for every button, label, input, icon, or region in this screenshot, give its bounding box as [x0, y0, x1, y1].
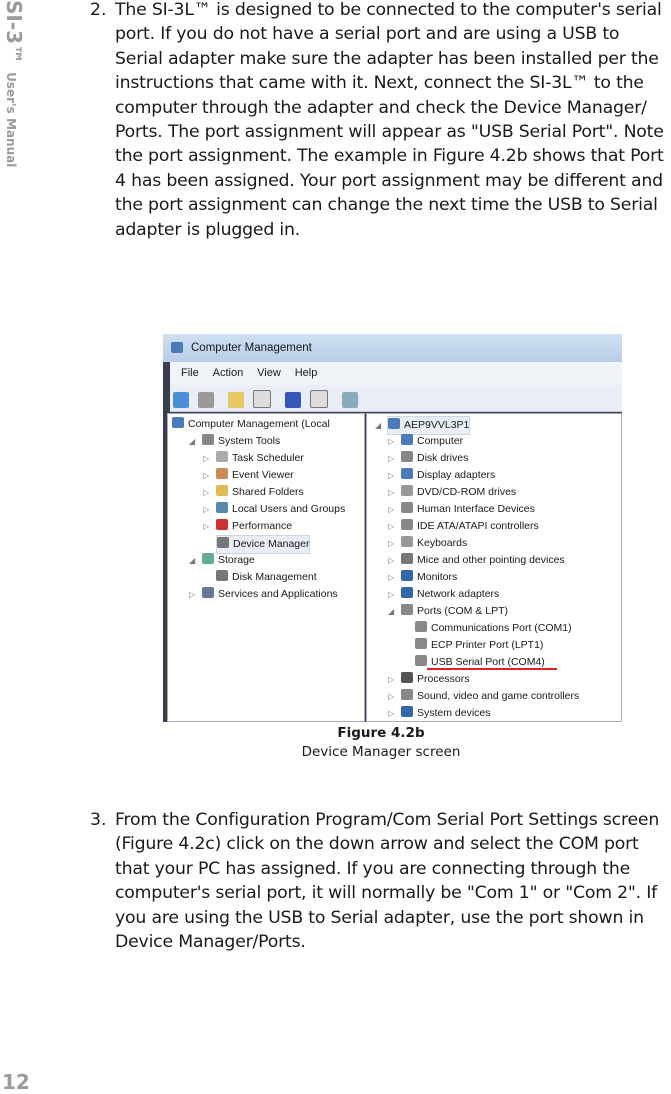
tree-item-label: Device Manager	[233, 538, 310, 550]
tree-item-label: Display adapters	[417, 469, 496, 481]
expand-arrow-icon[interactable]: ▷	[388, 522, 395, 531]
action-pane-icon[interactable]	[310, 390, 328, 408]
device-icon	[415, 638, 427, 649]
show-hide-tree-icon[interactable]	[253, 390, 271, 408]
device-icon	[401, 570, 413, 581]
collapse-arrow-icon[interactable]: ◢	[375, 421, 382, 430]
device-icon	[401, 502, 413, 513]
tree-item-label: Shared Folders	[232, 486, 304, 498]
window-title-bar	[163, 334, 622, 362]
device-icon	[216, 570, 228, 581]
tree-item-label: Keyboards	[417, 537, 468, 549]
device-icon	[388, 418, 400, 429]
tree-item-label: Network adapters	[417, 588, 500, 600]
device-icon	[401, 553, 413, 564]
step-3: 3. From the Configuration Program/Com Serial Port Settings screen (Figure 4.2c) click on the down arrow and select the COM port that your PC has assigned. If you are connecting through the computer's serial port, it will normally be "Com 1" or "Com 2". If you are using the USB to Serial adapter, use the port shown in Device Manager/Ports.	[90, 808, 670, 954]
tree-item[interactable]	[388, 688, 580, 705]
device-icon	[401, 706, 413, 717]
tree-item[interactable]	[388, 586, 500, 603]
tree-item-label: System devices	[417, 707, 491, 719]
tree-item[interactable]	[203, 501, 346, 518]
tree-item-label: AEP9VVL3P1	[404, 419, 470, 431]
expand-arrow-icon[interactable]: ▷	[189, 590, 196, 599]
back-icon[interactable]	[173, 392, 189, 408]
device-icon	[401, 519, 413, 530]
device-icon	[217, 537, 229, 548]
tree-item[interactable]	[388, 569, 458, 586]
help-icon[interactable]	[285, 392, 301, 408]
tree-item[interactable]	[203, 467, 294, 484]
device-tree	[366, 413, 622, 722]
device-icon	[401, 689, 413, 700]
computer-management-icon	[171, 342, 183, 353]
device-icon	[172, 417, 184, 428]
running-header	[2, 0, 26, 170]
step-2: 2. The SI-3L™ is designed to be connected to the computer's serial port. If you do not have a serial port and are using a USB to Serial adapter make sure the adapter has been installed per the instructions that came with it. Next, connect the SI-3L™ to the computer through the adapter and check the Device Manager/ Ports. The port assignment will appear as "USB Serial Port". Note the port assignment. The example in Figure 4.2b shows that Port 4 has been assigned. Your port assignment may be different and the port assignment can change the next time the USB to Serial adapter is plugged in.	[90, 0, 670, 242]
expand-arrow-icon[interactable]: ▷	[388, 488, 395, 497]
collapse-arrow-icon[interactable]: ◢	[189, 437, 196, 446]
expand-arrow-icon[interactable]: ▷	[388, 471, 395, 480]
expand-arrow-icon[interactable]: ▷	[388, 505, 395, 514]
tree-item-label: Mice and other pointing devices	[417, 554, 565, 566]
tree-item-label: Storage	[218, 554, 255, 566]
tree-item[interactable]	[388, 467, 496, 484]
tree-item-label: Event Viewer	[232, 469, 294, 481]
tree-item[interactable]	[388, 501, 535, 518]
tree-item-label: DVD/CD-ROM drives	[417, 486, 517, 498]
product-name: SI-3™	[2, 0, 26, 65]
forward-icon[interactable]	[198, 392, 214, 408]
expand-arrow-icon[interactable]: ▷	[388, 556, 395, 565]
tree-item-label: USB Serial Port (COM4)	[431, 656, 545, 668]
tree-item[interactable]	[203, 484, 304, 501]
device-icon	[401, 485, 413, 496]
tree-item-label: Local Users and Groups	[232, 503, 346, 515]
expand-arrow-icon[interactable]: ▷	[203, 471, 210, 480]
device-icon	[415, 655, 427, 666]
up-folder-icon[interactable]	[228, 392, 244, 408]
expand-arrow-icon[interactable]: ▷	[388, 454, 395, 463]
tree-item-label: Communications Port (COM1)	[431, 622, 572, 634]
tree-item[interactable]	[189, 586, 338, 603]
manual-title: User's Manual	[4, 72, 18, 168]
tree-item-label: Processors	[417, 673, 470, 685]
tree-item[interactable]	[189, 552, 255, 569]
tree-item[interactable]	[415, 637, 543, 654]
collapse-arrow-icon[interactable]: ◢	[189, 556, 196, 565]
tree-item[interactable]	[172, 416, 330, 433]
tree-item[interactable]	[388, 552, 565, 569]
expand-arrow-icon[interactable]: ▷	[388, 675, 395, 684]
device-icon	[216, 468, 228, 479]
expand-arrow-icon[interactable]: ▷	[388, 437, 395, 446]
highlight-underline	[427, 668, 557, 670]
tree-item-label: Task Scheduler	[232, 452, 304, 464]
menu-action[interactable]: Action	[212, 367, 244, 379]
step-2-text: The SI-3L™ is designed to be connected to the computer's serial port. If you do not have a serial port and are using a USB to Serial adapter make sure the adapter has been installed per the instructions that came with it. Next, connect the SI-3L™ to the computer through the adapter and check the Device Manager/ Ports. The port assignment will appear as "USB Serial Port". Note the port assignment. The example in Figure 4.2b shows that Port 4 has been assigned. Your port assignment may be different and the port assignment can change the next time the USB to Serial adapter is plugged in.	[115, 0, 664, 240]
expand-arrow-icon[interactable]: ▷	[388, 590, 395, 599]
tree-item-label: Performance	[232, 520, 293, 532]
expand-arrow-icon[interactable]: ▷	[388, 573, 395, 582]
device-icon	[216, 485, 228, 496]
tree-item[interactable]	[388, 450, 469, 467]
tree-item-label: Services and Applications	[218, 588, 338, 600]
device-icon	[415, 621, 427, 632]
tree-item[interactable]	[189, 433, 281, 450]
device-icon	[216, 451, 228, 462]
device-manager-screenshot	[163, 334, 622, 722]
tree-item-label: System Tools	[218, 435, 281, 447]
tree-item-label: Human Interface Devices	[417, 503, 535, 515]
tree-item-label: IDE ATA/ATAPI controllers	[417, 520, 539, 532]
expand-arrow-icon[interactable]: ▷	[388, 709, 395, 718]
device-icon	[401, 451, 413, 462]
expand-arrow-icon[interactable]: ▷	[388, 539, 395, 548]
device-icon	[401, 672, 413, 683]
tree-item-label: ECP Printer Port (LPT1)	[431, 639, 544, 651]
figure-caption: Device Manager screen	[301, 744, 461, 760]
tree-item[interactable]	[388, 705, 491, 722]
expand-arrow-icon[interactable]: ▷	[203, 522, 210, 531]
device-icon	[401, 434, 413, 445]
tree-item-label: Disk drives	[417, 452, 469, 464]
tree-item-label: Computer	[417, 435, 464, 447]
menu-help[interactable]: Help	[294, 367, 318, 379]
device-icon	[401, 468, 413, 479]
tree-item[interactable]	[415, 620, 572, 637]
tree-item-label: Disk Management	[232, 571, 317, 583]
expand-arrow-icon[interactable]: ▷	[203, 488, 210, 497]
tree-item[interactable]	[388, 535, 468, 552]
tree-item[interactable]	[203, 450, 304, 467]
expand-arrow-icon[interactable]: ▷	[203, 505, 210, 514]
console-tree	[167, 413, 365, 722]
device-icon	[216, 502, 228, 513]
tree-item[interactable]	[388, 603, 509, 620]
tree-item-label: Sound, video and game controllers	[417, 690, 580, 702]
device-icon	[401, 536, 413, 547]
menu-view[interactable]: View	[257, 367, 281, 379]
tree-item[interactable]	[203, 518, 293, 535]
scan-hardware-icon[interactable]	[342, 392, 358, 408]
step-3-text: From the Configuration Program/Com Serial Port Settings screen (Figure 4.2c) click on the down arrow and select the COM port that your PC has assigned. If you are connecting through the computer's serial port, it will normally be "Com 1" or "Com 2". If you are using the USB to Serial adapter, use the port shown in Device Manager/Ports.	[115, 810, 660, 953]
device-icon	[202, 434, 214, 445]
device-icon	[202, 587, 214, 598]
device-icon	[401, 604, 413, 615]
tree-item[interactable]	[388, 518, 539, 535]
tree-item[interactable]	[388, 433, 464, 450]
menu-bar	[170, 362, 622, 385]
device-icon	[216, 519, 228, 530]
expand-arrow-icon[interactable]: ▷	[203, 454, 210, 463]
expand-arrow-icon[interactable]: ▷	[388, 692, 395, 701]
tree-item[interactable]	[388, 671, 470, 688]
tree-item-label: Computer Management (Local	[188, 418, 330, 430]
device-icon	[202, 553, 214, 564]
collapse-arrow-icon[interactable]: ◢	[388, 607, 395, 616]
tree-item[interactable]	[216, 569, 317, 586]
page-number: 12	[2, 1070, 30, 1094]
tree-item-label: Monitors	[417, 571, 458, 583]
window-title: Computer Management	[191, 342, 312, 354]
toolbar	[170, 385, 622, 412]
tree-item[interactable]	[388, 484, 517, 501]
device-icon	[401, 587, 413, 598]
tree-item-label: Ports (COM & LPT)	[417, 605, 509, 617]
menu-file[interactable]: File	[181, 367, 199, 379]
figure-label: Figure 4.2b	[337, 725, 425, 741]
